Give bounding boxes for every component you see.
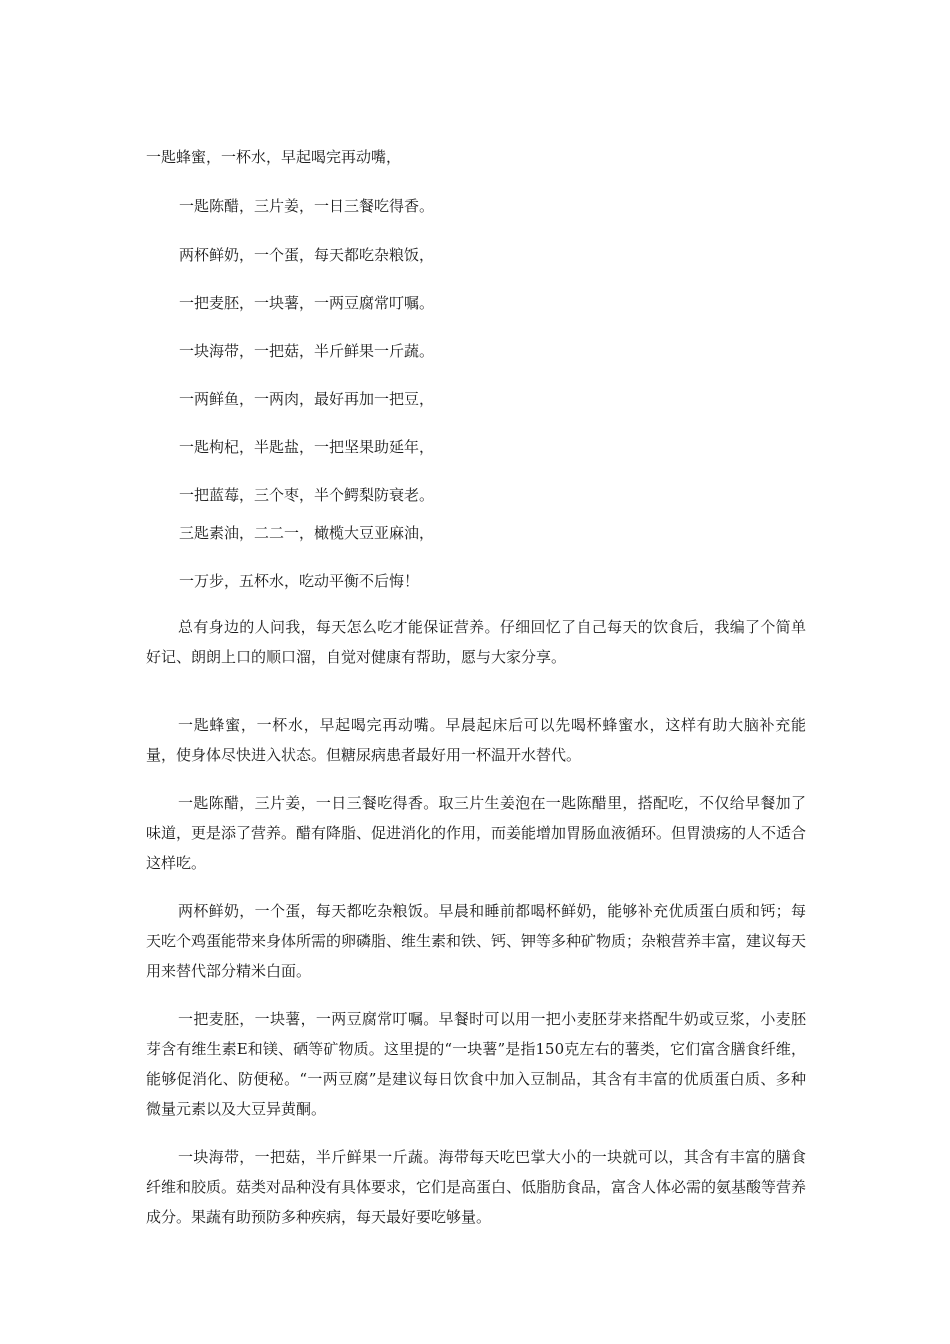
body-paragraph: 一匙蜂蜜，一杯水，早起喝完再动嘴。早晨起床后可以先喝杯蜂蜜水，这样有助大脑补充能量，使身体尽快进入状态。但糖尿病患者最好用一杯温开水替代。 (146, 716, 806, 764)
poem-line: 一块海带，一把菇，半斤鲜果一斤蔬。 (179, 342, 435, 360)
body-paragraph: 一块海带，一把菇，半斤鲜果一斤蔬。海带每天吃巴掌大小的一块就可以，其含有丰富的膳食纤维和胶质。菇类对品种没有具体要求，它们是高蛋白、低脂肪食品，富含人体必需的氨基酸等营养成分。果蔬有助预防多种疾病，每天最好要吃够量。 (146, 1148, 807, 1226)
poem-line: 一把麦胚，一块薯，一两豆腐常叮嘱。 (179, 294, 435, 312)
poem-line: 一匙枸杞，半匙盐，一把坚果助延年， (179, 438, 435, 456)
poem-line: 两杯鲜奶，一个蛋，每天都吃杂粮饭， (179, 246, 435, 264)
body-paragraph: 一匙陈醋，三片姜，一日三餐吃得香。取三片生姜泡在一匙陈醋里，搭配吃，不仅给早餐加了味道，更是添了营养。醋有降脂、促进消化的作用，而姜能增加胃肠血液循环。但胃溃疡的人不适合这样吃。 (146, 794, 807, 872)
body-paragraph: 一把麦胚，一块薯，一两豆腐常叮嘱。早餐时可以用一把小麦胚芽来搭配牛奶或豆浆，小麦胚芽含有维生素E和镁、硒等矿物质。这里提的“一块薯”是指150克左右的薯类，它们富含膳食纤维，能够促消化、防便秘。“一两豆腐”是建议每日饮食中加入豆制品，其含有丰富的优质蛋白质、多种微量元素以及大豆异黄酮。 (146, 1010, 806, 1118)
poem-line: 一两鲜鱼，一两肉，最好再加一把豆， (179, 390, 435, 408)
poem-line: 三匙素油，二二一，橄榄大豆亚麻油， (179, 524, 435, 542)
poem-line: 一万步，五杯水，吃动平衡不后悔！ (179, 572, 420, 590)
poem-line: 一匙蜂蜜，一杯水，早起喝完再动嘴， (146, 148, 402, 166)
poem-line: 一匙陈醋，三片姜，一日三餐吃得香。 (179, 197, 435, 215)
body-paragraph: 两杯鲜奶，一个蛋，每天都吃杂粮饭。早晨和睡前都喝杯鲜奶，能够补充优质蛋白质和钙；每天吃个鸡蛋能带来身体所需的卵磷脂、维生素和铁、钙、钾等多种矿物质；杂粮营养丰富，建议每天用来替代部分精米白面。 (146, 902, 807, 980)
poem-line: 一把蓝莓，三个枣，半个鳄梨防衰老。 (179, 486, 435, 504)
intro-paragraph: 总有身边的人问我，每天怎么吃才能保证营养。仔细回忆了自己每天的饮食后，我编了个简单好记、朗朗上口的顺口溜，自觉对健康有帮助，愿与大家分享。 (146, 618, 806, 666)
